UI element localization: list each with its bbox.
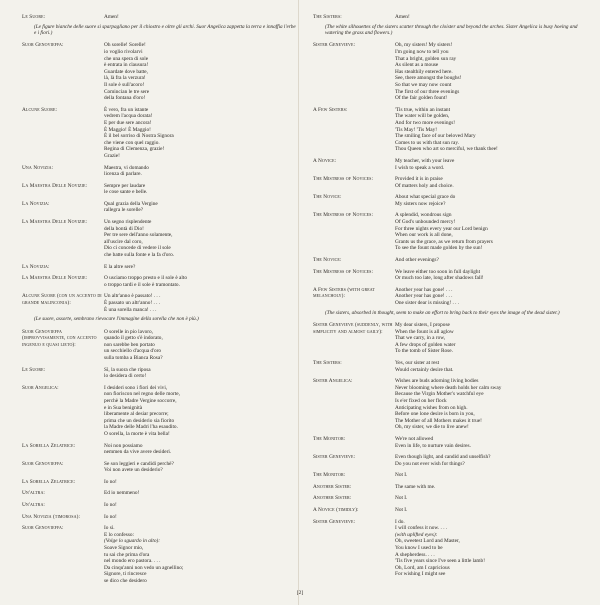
dialogue-line: Never blooming where death holds her calm sway: [395, 384, 502, 391]
dialogue-entry: [313, 42, 588, 101]
speaker-name: Un'altra:: [22, 490, 46, 497]
dialogue-line: che batte sulla fonte e la fa d'oro.: [104, 252, 175, 259]
dialogue-lines: [104, 183, 297, 196]
speaker-name: Un'altra:: [22, 502, 46, 509]
dialogue-entry: [22, 525, 297, 584]
dialogue-line: Of matters holy and choice.: [395, 182, 454, 189]
dialogue-line: As silent as a mouse: [395, 62, 439, 69]
italian-column: [22, 14, 297, 590]
dialogue-lines: [395, 322, 588, 355]
dialogue-entry: [22, 42, 297, 101]
speaker-name: La Novizia:: [22, 263, 50, 270]
dialogue-lines: [395, 519, 588, 578]
dialogue-entry: [22, 264, 297, 271]
dialogue-entry: [313, 158, 588, 171]
dialogue-line: E la altre sere?: [104, 263, 136, 270]
speaker-name: The Mistress of Novices:: [313, 268, 374, 275]
speaker-name: La Maestra Delle Novizie:: [22, 219, 88, 226]
dialogue-entry: [22, 275, 297, 288]
dialogue-line: della bontà di Dio!: [104, 225, 144, 232]
dialogue-line: Not I.: [395, 495, 408, 502]
dialogue-entry: [22, 443, 297, 456]
speaker-name: A Few Sisters (with great melancholy):: [313, 286, 375, 300]
dialogue-line: Da cinqu'anni non vedo un agnellino;: [104, 564, 184, 571]
dialogue-line: Has stealthily entered here.: [395, 68, 453, 75]
dialogue-line: tu sai che prima d'ora: [104, 551, 150, 558]
dialogue-line: Dio ci concede di vedere il sole: [104, 245, 171, 252]
dialogue-lines: [395, 176, 588, 189]
dialogue-entry: [22, 385, 297, 438]
stage-direction: (Le suore, assorte, sembrano rievocare l'immagine della sorella che non è più.): [34, 316, 199, 323]
dialogue-entry: [313, 107, 588, 153]
dialogue-lines: [395, 14, 588, 21]
dialogue-line: The smiling face of our beloved Mary: [395, 133, 476, 140]
dialogue-entry: [313, 287, 588, 307]
dialogue-lines: [104, 264, 297, 271]
dialogue-line: E per due sere ancora!: [104, 119, 152, 126]
dialogue-line: o troppo tardi e il sole è tramontato.: [104, 281, 180, 288]
speaker-name: La Sorella Zelatrice:: [22, 442, 76, 449]
speaker-name: Le Suore:: [22, 366, 46, 373]
dialogue-line: Would certainly desire that.: [395, 366, 454, 373]
dialogue-entry: [313, 378, 588, 431]
dialogue-line: Anticipating wishes from on high.: [395, 404, 468, 411]
dialogue-entry: [313, 176, 588, 189]
dialogue-line: Another year has gone! . . .: [395, 286, 453, 293]
speaker-name: Sister Angelica:: [313, 378, 353, 385]
dialogue-lines: [395, 107, 588, 153]
english-column: [313, 14, 588, 583]
dialogue-entry: [313, 322, 588, 355]
dialogue-line: When our work is all done,: [395, 232, 453, 239]
dialogue-line: perchè la Madre Vergine soccorre,: [104, 397, 177, 404]
speaker-name: Another Sister:: [313, 483, 352, 490]
dialogue-line: I'm going now to tell you: [395, 49, 449, 55]
speaker-name: La Maestra Delle Novizie:: [22, 182, 88, 189]
dialogue-lines: [395, 158, 588, 171]
dialogue-line: Voi non avete un desiderio?: [104, 467, 163, 474]
dialogue-entry: [22, 479, 297, 486]
dialogue-line: se dico che desidero: [104, 578, 147, 584]
dialogue-entry: [22, 293, 297, 313]
speaker-name: Alcune Suore (con un accento di grande malinconia):: [22, 293, 102, 306]
dialogue-line: Is e'er fixed on her flock: [395, 397, 447, 404]
page-divider: [298, 0, 299, 605]
speaker-name: The Monitor:: [313, 472, 346, 479]
speaker-name: A Novice (timidly):: [313, 507, 359, 514]
dialogue-lines: [395, 42, 588, 101]
speaker-name: Another Sister:: [313, 495, 352, 502]
dialogue-line: Un altr'anno è passato! . . .: [104, 293, 161, 300]
dialogue-line: We leave either too soon in full daylight: [395, 268, 481, 275]
dialogue-line: Signore, ti rincresce: [104, 571, 147, 578]
dialogue-line: È il bel sorriso di Nostra Signora: [104, 133, 174, 140]
dialogue-line: Grants us the grace, as we return from prayers: [395, 238, 493, 245]
speaker-name: Alcune Suore:: [22, 106, 58, 113]
page-number: [2]: [296, 590, 304, 596]
dialogue-line: un secchiello d'acqua d'oro: [104, 348, 162, 355]
speaker-name: Sister Genevieve:: [313, 454, 356, 461]
dialogue-line: The Mother of all Mothers makes it true!: [395, 417, 482, 424]
dialogue-line: Io no!: [104, 502, 117, 509]
dialogue-line: Grazie!: [104, 152, 120, 159]
dialogue-line: Of God's unbounded mercy!: [395, 219, 456, 226]
speaker-name: Suor Genovieffa (improvvisamente, con accento ingenuo e quasi lieto):: [22, 328, 97, 348]
speaker-name: Le Suore:: [22, 14, 46, 20]
dialogue-line: Before one lone desire is born in you,: [395, 411, 475, 418]
speaker-name: Una Novizia (timorosa):: [22, 513, 81, 520]
dialogue-entry: [22, 219, 297, 259]
dialogue-lines: [104, 201, 297, 214]
speaker-name: A Few Sisters:: [313, 106, 348, 113]
speaker-name: Suor Genovieffa:: [22, 42, 64, 49]
stage-direction: (Le figure bianche delle suore si sparpagliano per il chiostro e oltre gli archi. Suor Angelica zappetta la terra e innaffia l'erbe e i fiori.): [34, 23, 296, 36]
speaker-name: A Novice:: [313, 157, 337, 164]
dialogue-entry: [313, 519, 588, 578]
dialogue-lines: [104, 165, 297, 178]
dialogue-line: You know I used to be: [395, 545, 443, 552]
dialogue-lines: [104, 385, 297, 438]
dialogue-line: A few drops of golden water: [395, 341, 456, 348]
dialogue-line: Amen!: [104, 14, 119, 20]
dialogue-line: A shepherdess. . . .: [395, 551, 435, 558]
dialogue-line: Noi non possiamo: [104, 442, 143, 449]
dialogue-entry: [313, 454, 588, 467]
dialogue-line: See, there amongst the boughs!: [395, 75, 462, 82]
dialogue-line: The first of our three evenings: [395, 88, 460, 95]
dialogue-line: Even though light, and candid and unselfish?: [395, 454, 491, 461]
dialogue-line: O sorelle in pio lavoro,: [104, 328, 153, 335]
dialogue-line: che una spera di sole: [104, 55, 149, 62]
dialogue-line: nemmen da vive avere desideri.: [104, 449, 172, 456]
dialogue-line: Io sì.: [104, 525, 115, 532]
dialogue-lines: [395, 507, 588, 514]
speaker-name: Una Novizia:: [22, 164, 54, 171]
dialogue-line: la Madre delle Madri l'ha esaudito.: [104, 424, 178, 431]
dialogue-line: (with uplifted eyes):: [395, 531, 438, 538]
speaker-name: La Novizia:: [22, 200, 50, 207]
dialogue-line: Qual grazia della Vergine: [104, 200, 158, 207]
dialogue-line: È Maggio! È Maggio!: [104, 126, 151, 133]
dialogue-line: non sarebbe ben portato: [104, 341, 155, 348]
speaker-name: The Mistress of Novices:: [313, 212, 374, 219]
speaker-name: Suor Genovieffa:: [22, 460, 64, 467]
dialogue-lines: [104, 514, 297, 521]
dialogue-entry: [313, 269, 588, 282]
dialogue-lines: [104, 443, 297, 456]
speaker-name: La Maestra Delle Novizie:: [22, 275, 88, 282]
speaker-name: The Monitor:: [313, 435, 346, 442]
dialogue-line: Un segno risplendente: [104, 219, 152, 226]
dialogue-lines: [395, 484, 588, 491]
dialogue-line: 'Tis true, within an instant: [395, 106, 451, 113]
dialogue-line: When the fount is all aglow: [395, 328, 454, 335]
dialogue-line: Oh, my sister, we die to live anew!: [395, 424, 469, 431]
dialogue-lines: [395, 436, 588, 449]
dialogue-line: che viene con quel raggio.: [104, 139, 160, 146]
dialogue-lines: [104, 107, 297, 160]
dialogue-line: è entrata in clausura!: [104, 62, 149, 69]
dialogue-lines: [395, 472, 588, 479]
dialogue-lines: [104, 367, 297, 380]
dialogue-lines: [104, 479, 297, 486]
speaker-name: The Novice:: [313, 257, 342, 264]
dialogue-entry: [313, 257, 588, 264]
dialogue-line: liberamente al desiar precorre;: [104, 411, 169, 418]
dialogue-line: O usciamo troppo presto e il sole è alto: [104, 275, 187, 282]
dialogue-line: 'Tis May! 'Tis May!: [395, 126, 437, 133]
dialogue-line: non fioriscon nel regno delle morte,: [104, 391, 180, 398]
dialogue-line: To see the fount made golden by the sun!: [395, 245, 483, 252]
dialogue-line: About what special grace do: [395, 194, 456, 201]
dialogue-line: lo desidera di certo!: [104, 373, 147, 380]
stage-direction: (The sisters, absorbed in thought, seem to make an effort to bring back to their eyes the image of the dead sister.): [325, 309, 560, 316]
dialogue-line: The same with me.: [395, 483, 436, 490]
dialogue-line: prima che un desiderio sia fiorito: [104, 417, 175, 424]
dialogue-line: Another year has gone! . . .: [395, 293, 453, 300]
dialogue-line: all'uscire dal coro,: [104, 238, 143, 245]
dialogue-lines: [104, 329, 297, 362]
dialogue-entry: [22, 329, 297, 362]
dialogue-line: Or much too late, long after shadows fall!: [395, 275, 484, 282]
dialogue-lines: [395, 194, 588, 207]
speaker-name: Sister Genevieve:: [313, 518, 356, 525]
dialogue-entry: [22, 201, 297, 214]
dialogue-line: And for two more evenings!: [395, 119, 456, 126]
dialogue-line: A splendid, wondrous sign: [395, 212, 452, 219]
dialogue-line: Not I.: [395, 507, 408, 514]
dialogue-entry: [313, 507, 588, 514]
dialogue-entry: [22, 107, 297, 160]
speaker-name: Suor Angelica:: [22, 384, 59, 391]
dialogue-lines: [395, 454, 588, 467]
speaker-name: Sister Genevieve:: [313, 42, 356, 49]
dialogue-line: Provided it is in praise: [395, 176, 443, 183]
dialogue-entry: [313, 484, 588, 491]
dialogue-line: I desideri sono i fiori dei vivi,: [104, 384, 168, 391]
dialogue-entry: [22, 461, 297, 474]
dialogue-lines: [395, 269, 588, 282]
dialogue-line: We're not allowed: [395, 435, 434, 442]
dialogue-line: È una sorella manca! . . .: [104, 306, 157, 313]
dialogue-line: My teacher, with your leave: [395, 157, 455, 164]
dialogue-entry: [313, 14, 588, 21]
dialogue-line: (Volge lo sguardo in alto):: [104, 538, 161, 545]
dialogue-line: Oh, sweetest Lord and Master,: [395, 538, 460, 545]
dialogue-entry: [22, 183, 297, 196]
dialogue-entry: [22, 490, 297, 497]
dialogue-line: Per tre sere dell'anno solamente,: [104, 232, 173, 239]
dialogue-line: E lo confesso:: [104, 531, 135, 538]
dialogue-line: Oh, Lord, am I capricious: [395, 564, 450, 571]
dialogue-line: Io no!: [104, 478, 117, 485]
dialogue-line: Comes to us with that sun ray.: [395, 139, 459, 146]
dialogue-entry: [313, 472, 588, 479]
dialogue-line: My sisters now rejoice?: [395, 200, 446, 207]
dialogue-entry: [313, 495, 588, 502]
dialogue-line: io voglio rivolarvi: [104, 49, 143, 55]
dialogue-line: Soave Signor mio,: [104, 545, 144, 552]
dialogue-line: O sorella, la morte è vita bella!: [104, 430, 170, 437]
dialogue-line: That a bright, golden sun ray: [395, 55, 457, 62]
dialogue-line: Io no!: [104, 513, 117, 520]
dialogue-line: Because the Virgin Mother's watchful eye: [395, 391, 484, 398]
dialogue-line: Comincian le tre sere: [104, 88, 150, 95]
dialogue-line: È passato un altr'anno! . . .: [104, 300, 161, 306]
dialogue-line: Se son leggieri e candidi perchè?: [104, 460, 174, 467]
dialogue-entry: [22, 502, 297, 509]
speaker-name: Sister Genevieve (suddenly, with simplicity and almost gaily):: [313, 322, 393, 335]
dialogue-line: Even in life, to nurture vain desires.: [395, 442, 471, 449]
dialogue-line: Maestra, vi domando: [104, 164, 149, 171]
dialogue-entry: [22, 514, 297, 521]
dialogue-line: Sì, la suora che riposa: [104, 366, 151, 373]
dialogue-line: My dear sisters, I propose: [395, 322, 450, 328]
speaker-name: The Mistress of Novices:: [313, 176, 374, 183]
speaker-name: La Sorella Zelatrice:: [22, 478, 76, 485]
dialogue-lines: [104, 14, 297, 21]
dialogue-lines: [395, 212, 588, 252]
dialogue-line: vedrem l'acqua dorata!: [104, 113, 153, 120]
dialogue-line: I wish to speak a word.: [395, 164, 445, 171]
dialogue-line: rallegra le sorelle?: [104, 207, 144, 214]
dialogue-line: Of the fair golden fount!: [395, 95, 448, 102]
dialogue-lines: [104, 461, 297, 474]
dialogue-lines: [104, 275, 297, 288]
dialogue-lines: [104, 490, 297, 497]
dialogue-line: 'Tis five years since I've seen a little lamb!: [395, 558, 485, 565]
dialogue-line: nel mondo ero pastora. . . .: [104, 558, 161, 565]
dialogue-line: Oh, my sisters! My sisters!: [395, 42, 453, 49]
dialogue-lines: [104, 502, 297, 509]
dialogue-lines: [395, 378, 588, 431]
dialogue-entry: [22, 367, 297, 380]
dialogue-line: Wishes are buds adorning living bodies: [395, 378, 479, 385]
dialogue-line: Il sole è sull'acoro!: [104, 81, 145, 88]
dialogue-lines: [395, 360, 588, 373]
dialogue-line: della fontana d'oro!: [104, 95, 146, 102]
speaker-name: The Sisters:: [313, 14, 342, 20]
stage-direction: (The white silhouettes of the sisters scatter through the cloister and beyond the arches. Sister Angelica is busy hoeing and watering the grass and flowers.): [325, 23, 578, 36]
dialogue-line: le cose sante e belle.: [104, 189, 148, 196]
dialogue-lines: [104, 219, 297, 259]
dialogue-line: Oh sorelle! Sorelle!: [104, 42, 146, 49]
dialogue-line: To the tomb of Sister Rose.: [395, 348, 453, 355]
dialogue-line: Ed io nemmeno!: [104, 490, 140, 497]
dialogue-line: For wishing I might see: [395, 571, 446, 578]
dialogue-line: That we carry, in a row,: [395, 335, 446, 342]
dialogue-entry: [313, 212, 588, 252]
dialogue-lines: [104, 293, 297, 313]
dialogue-line: là, là fra la verzura!: [104, 75, 146, 82]
dialogue-line: Regina di Clemenza, grazie!: [104, 146, 165, 153]
speaker-name: The Sisters:: [313, 359, 342, 366]
dialogue-entry: [22, 14, 297, 21]
dialogue-line: licenza di parlare.: [104, 171, 142, 178]
dialogue-entry: [313, 360, 588, 373]
speaker-name: The Novice:: [313, 194, 342, 201]
dialogue-line: For three nights every year our Lord benign: [395, 225, 488, 232]
dialogue-line: Thou Queen who art so merciful, we thank thee!: [395, 146, 498, 153]
dialogue-line: Sempre per laudare: [104, 182, 146, 189]
dialogue-line: Do you not ever wish for things?: [395, 460, 465, 467]
dialogue-line: So that we may now count: [395, 81, 452, 88]
dialogue-line: I do.: [395, 518, 405, 525]
speaker-name: Suor Genovieffa:: [22, 525, 64, 532]
dialogue-line: And other evenings?: [395, 257, 439, 264]
dialogue-line: The water will be golden,: [395, 113, 450, 120]
dialogue-entry: [313, 194, 588, 207]
dialogue-line: e in Sua benignità: [104, 404, 143, 411]
dialogue-line: I will confess it now. . . .: [395, 525, 448, 532]
dialogue-lines: [395, 257, 588, 264]
dialogue-lines: [104, 42, 297, 101]
dialogue-line: Guardate dove batte,: [104, 68, 148, 75]
dialogue-lines: [395, 287, 588, 307]
dialogue-line: quando il getto s'è indorato,: [104, 335, 163, 342]
dialogue-lines: [104, 525, 297, 584]
dialogue-entry: [313, 436, 588, 449]
dialogue-line: Yes, our sister at rest: [395, 359, 440, 366]
dialogue-line: Not I.: [395, 472, 408, 479]
dialogue-entry: [22, 165, 297, 178]
dialogue-line: È vero, fra un istante: [104, 106, 149, 113]
dialogue-line: Amen!: [395, 14, 410, 20]
dialogue-line: One sister dear is missing! . . .: [395, 300, 460, 306]
dialogue-line: sulla tomba a Bianca Rosa?: [104, 354, 163, 361]
dialogue-lines: [395, 495, 588, 502]
